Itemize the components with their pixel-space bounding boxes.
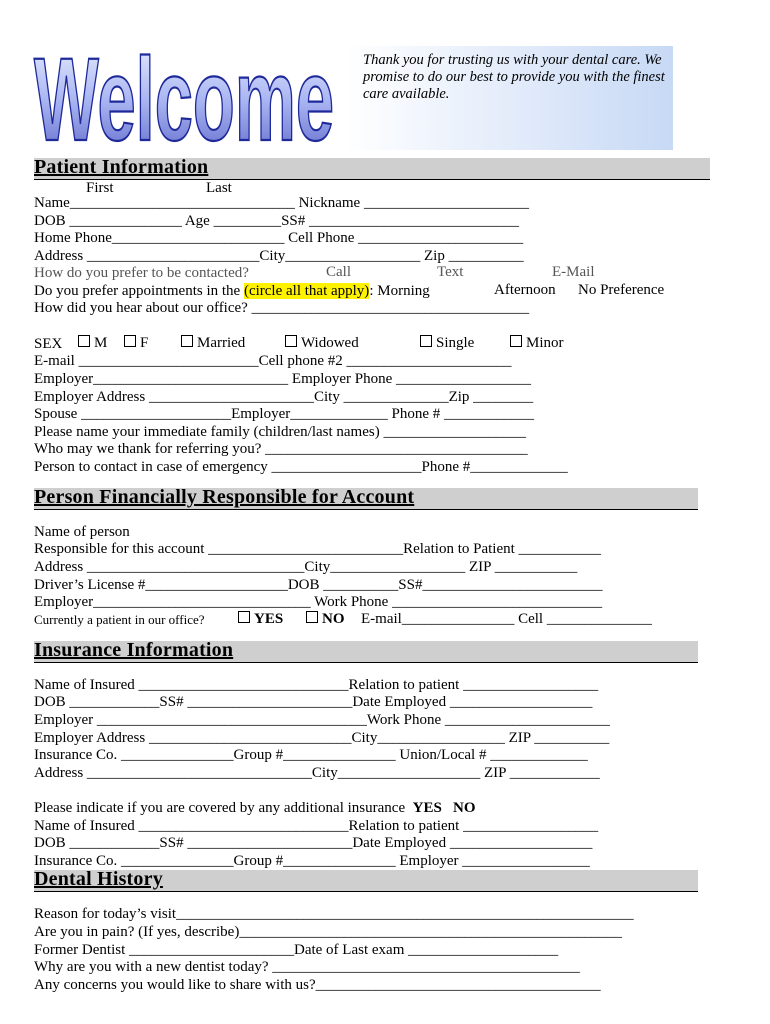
employer-row[interactable]: Employer__________________________ Employer Phone __________________ [34,371,532,387]
contact-option-email[interactable]: E-Mail [552,264,595,280]
insurance-address-row[interactable]: Address ______________________________City___________________ ZIP ____________ [34,765,600,781]
insurance-company-row[interactable]: Insurance Co. _______________Group #_______________ Union/Local # _____________ [34,747,588,763]
appointment-row [34,282,430,300]
section-financial [34,488,698,510]
option-label: Widowed [301,335,359,351]
email-row[interactable]: E-mail ________________________Cell phone #2 ______________________ [34,353,512,369]
section-dental-history [34,870,698,892]
contact-question: How do you prefer to be contacted? [34,265,249,281]
new-dentist-row[interactable]: Why are you with a new dentist today? _________________________________________ [34,959,580,975]
insured-employer-row[interactable]: Employer ____________________________________Work Phone ______________________ [34,712,610,728]
former-dentist-row[interactable]: Former Dentist ______________________Date of Last exam ____________________ [34,942,559,958]
checkbox-icon[interactable] [510,335,522,347]
sex-label: SEX [34,336,63,352]
financial-employer-row[interactable]: Employer_____________________________ Work Phone ____________________________ [34,594,603,610]
option-widowed[interactable] [285,335,359,352]
employer-address-row[interactable]: Employer Address ______________________City ______________Zip ________ [34,389,534,405]
checkbox-icon[interactable] [285,335,297,347]
insured-name-row[interactable]: Name of Insured ____________________________Relation to patient __________________ [34,677,599,693]
option-label: Married [197,335,246,351]
current-patient-question: Currently a patient in our office? [34,612,205,627]
welcome-wordart [30,30,340,150]
appointment-question: Do you prefer appointments in the [34,283,244,299]
contact-option-text[interactable]: Text [437,264,464,280]
secondary-insurance-company-row[interactable]: Insurance Co. _______________Group #_______________ Employer _________________ [34,853,590,869]
secondary-insured-name-row[interactable]: Name of Insured ____________________________Relation to patient __________________ [34,818,599,834]
contact-option-call[interactable]: Call [326,264,351,280]
pain-row[interactable]: Are you in pain? (If yes, describe)___________________________________________________ [34,924,622,940]
family-row[interactable]: Please name your immediate family (children/last names) ___________________ [34,424,526,440]
hear-about-row[interactable]: How did you hear about our office? _____________________________________ [34,300,530,316]
highlight-circle-all: (circle all that apply) [243,283,370,299]
option-single[interactable] [420,335,474,352]
section-title: Insurance Information [34,639,234,661]
dob-row[interactable]: DOB _______________ Age _________SS# ____________________________ [34,213,520,229]
option-married[interactable] [181,335,245,352]
spouse-row[interactable]: Spouse ____________________Employer_____________ Phone # ____________ [34,406,534,422]
additional-insurance-row [34,799,476,817]
option-male[interactable] [78,335,107,352]
option-label: Minor [526,335,564,351]
section-insurance [34,641,698,663]
insured-dob-row[interactable]: DOB ____________SS# ______________________Date Employed ___________________ [34,694,593,710]
concerns-row[interactable]: Any concerns you would like to share with us?______________________________________ [34,977,601,993]
section-title: Dental History [34,868,163,890]
option-minor[interactable] [510,335,564,352]
financial-address-row[interactable]: Address _____________________________City__________________ ZIP ___________ [34,559,578,575]
insured-employer-address-row[interactable]: Employer Address ___________________________City_________________ ZIP __________ [34,730,610,746]
no-label: NO [322,611,345,627]
person-name-row: Name of person [34,524,130,540]
email-cell-row[interactable]: E-mail_______________ Cell ______________ [361,611,652,627]
additional-no[interactable]: NO [453,800,476,816]
additional-insurance-question: Please indicate if you are covered by any additional insurance [34,800,406,816]
reason-row[interactable]: Reason for today’s visit_____________________________________________________________ [34,906,634,922]
option-label: Single [436,335,475,351]
emergency-row[interactable]: Person to contact in case of emergency ____________________Phone #_____________ [34,459,568,475]
checkbox-icon[interactable] [238,611,250,623]
responsible-row[interactable]: Responsible for this account __________________________Relation to Patient ___________ [34,541,602,557]
option-label: F [140,335,149,351]
yes-label: YES [254,611,284,627]
thank-you-note [345,46,673,150]
checkbox-icon[interactable] [78,335,90,347]
address-row[interactable]: Address _______________________City__________________ Zip __________ [34,248,524,264]
thank-you-text: Thank you for trusting us with your dental care. We promise to do our best to provide you with the finest care available. [363,52,665,102]
name-row[interactable]: Name______________________________ Nickname ______________________ [34,195,529,211]
checkbox-icon[interactable] [420,335,432,347]
secondary-insured-dob-row[interactable]: DOB ____________SS# ______________________Date Employed ___________________ [34,835,593,851]
welcome-title: Welcome [34,34,334,150]
current-patient-row [34,611,205,629]
option-label: M [94,335,108,351]
checkbox-icon[interactable] [306,611,318,623]
label-first: First [86,180,114,196]
label-last: Last [206,180,232,196]
license-row[interactable]: Driver’s License #___________________DOB __________SS#________________________ [34,577,603,593]
section-patient-information [34,158,710,180]
checkbox-icon[interactable] [181,335,193,347]
section-title: Person Financially Responsible for Account [34,486,415,508]
section-title: Patient Information [34,156,209,178]
referral-row[interactable]: Who may we thank for referring you? ___________________________________ [34,441,528,457]
sex-row [34,335,62,353]
option-no[interactable] [306,611,345,628]
checkbox-icon[interactable] [124,335,136,347]
appointment-morning[interactable]: : Morning [369,283,430,299]
option-yes[interactable] [238,611,283,628]
additional-yes[interactable]: YES [412,800,442,816]
home-phone-row[interactable]: Home Phone_______________________ Cell Phone ______________________ [34,230,524,246]
appointment-no-preference[interactable]: No Preference [578,282,665,298]
option-female[interactable] [124,335,148,352]
appointment-afternoon[interactable]: Afternoon [494,282,556,298]
